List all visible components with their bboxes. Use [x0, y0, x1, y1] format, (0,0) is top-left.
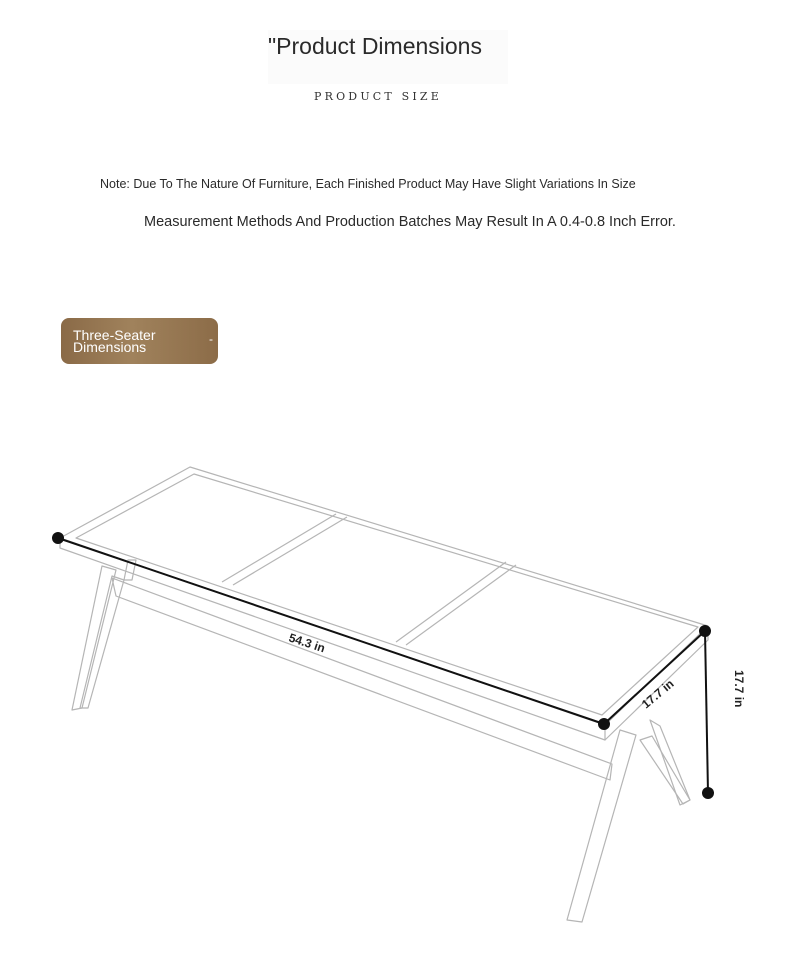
- height-label: 17.7 in: [732, 670, 746, 708]
- depth-label: 17.7 in: [638, 676, 677, 712]
- right-leg-back: [650, 720, 690, 805]
- divider-4: [406, 565, 516, 645]
- tag-dash: -: [209, 332, 213, 346]
- right-leg-front: [567, 730, 636, 922]
- dim-point-back-corner: [699, 625, 711, 637]
- dim-point-left: [52, 532, 64, 544]
- dim-point-floor: [702, 787, 714, 799]
- front-stretcher: [112, 578, 612, 780]
- divider-2: [233, 517, 347, 585]
- length-label: 54.3 in: [287, 630, 327, 656]
- right-leg-side: [640, 736, 690, 804]
- page-title: "Product Dimensions: [268, 33, 482, 59]
- length-line: [58, 538, 604, 724]
- note-error: Measurement Methods And Production Batches May Result In A 0.4-0.8 Inch Error.: [144, 214, 676, 230]
- page-subtitle: PRODUCT SIZE: [314, 90, 442, 103]
- dim-point-front-corner: [598, 718, 610, 730]
- divider-3: [396, 562, 506, 642]
- tag-label: Three-Seater Dimensions: [73, 327, 156, 355]
- seat-top: [60, 467, 708, 725]
- height-line: [705, 631, 708, 793]
- note-variation: Note: Due To The Nature Of Furniture, Each Finished Product May Have Slight Variations In Size: [100, 177, 636, 191]
- seat-front-edge: [60, 538, 605, 740]
- depth-line: [604, 631, 705, 724]
- divider-1: [222, 514, 336, 582]
